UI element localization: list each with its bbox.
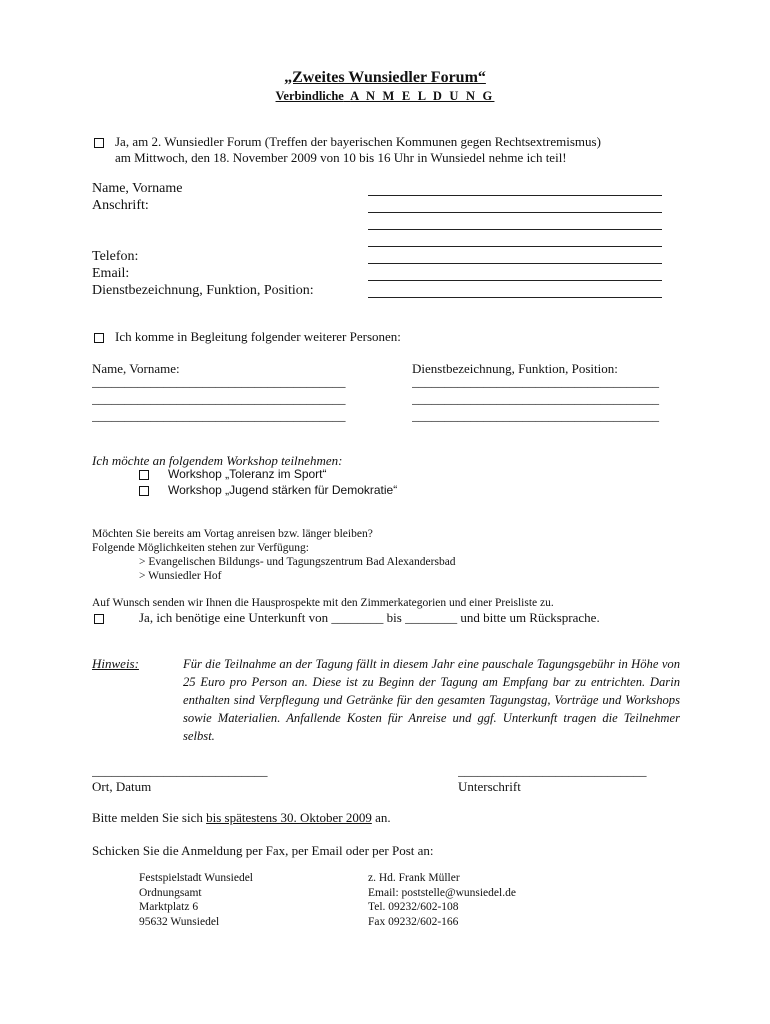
attendance-checkbox[interactable] — [94, 138, 104, 148]
place-date-label: Ort, Datum — [92, 779, 152, 794]
arrival-options-intro: Folgende Möglichkeiten stehen zur Verfügung: — [92, 542, 309, 554]
note-text: Für die Teilnahme an der Tagung fällt in diesem Jahr eine pauschale Tagungsgebühr in Höhe von 25 Euro pro Person an. Diese ist zu Beginn der Tagung am Empfang bar zu entrichten. Darin enthalten sind Verpflegung und Getränke für den gesamten Tagungstag, Vorträge und Workshops sowie Materialien. Anfallende Kosten für Anreise und ggf. Unterkunft tragen die Teilnehmer selbst. — [183, 657, 680, 743]
position-field[interactable] — [368, 297, 662, 298]
contact-city: Festspielstadt Wunsiedel — [139, 872, 253, 884]
accommodation-request: Ja, ich benötige eine Unterkunft von ________ bis ________ und bitte um Rücksprache. — [139, 610, 600, 625]
phone-label: Telefon: — [92, 249, 139, 264]
contact-person: z. Hd. Frank Müller — [368, 872, 460, 884]
workshop-option-democracy: Workshop „Jugend stärken für Demokratie“ — [168, 483, 398, 497]
phone-field[interactable] — [368, 263, 662, 264]
arrival-option-alexandersbad: > Evangelischen Bildungs- und Tagungszentrum Bad Alexandersbad — [139, 556, 456, 568]
companion-name-header: Name, Vorname: — [92, 361, 180, 376]
attendance-text-line1: Ja, am 2. Wunsiedler Forum (Treffen der bayerischen Kommunen gegen Rechtsextremismus) — [115, 134, 601, 149]
workshop-checkbox-sport[interactable] — [139, 470, 149, 480]
contact-postal: 95632 Wunsiedel — [139, 916, 220, 928]
contact-street: Marktplatz 6 — [139, 901, 199, 913]
companion-position-header: Dienstbezeichnung, Funktion, Position: — [412, 361, 618, 376]
arrival-option-wunsiedler-hof: > Wunsiedler Hof — [139, 570, 222, 582]
workshop-heading: Ich möchte an folgendem Workshop teilnehmen: — [92, 453, 343, 468]
contact-phone: Tel. 09232/602-108 — [368, 901, 459, 913]
place-date-field[interactable]: ___________________________ — [92, 763, 268, 778]
position-label: Dienstbezeichnung, Funktion, Position: — [92, 283, 314, 298]
form-subtitle — [0, 89, 770, 104]
form-title: „Zweites Wunsiedler Forum“ — [284, 69, 486, 86]
contact-fax: Fax 09232/602-166 — [368, 916, 459, 928]
accommodation-info: Auf Wunsch senden wir Ihnen die Hausprospekte mit den Zimmerkategorien und einer Preisliste zu. — [92, 597, 554, 609]
companion-position-field-3[interactable]: ______________________________________ — [412, 408, 659, 423]
signature-field[interactable]: _____________________________ — [458, 763, 647, 778]
signature-label: Unterschrift — [458, 779, 521, 794]
deadline-date: bis spätestens 30. Oktober 2009 — [206, 810, 372, 825]
address-field-2[interactable] — [368, 229, 662, 230]
subtitle-registration: A N M E L D U N G — [350, 89, 495, 103]
deadline-suffix: an. — [371, 810, 391, 825]
contact-email: Email: poststelle@wunsiedel.de — [368, 887, 516, 899]
attendance-text-line2: am Mittwoch, den 18. November 2009 von 10 bis 16 Uhr in Wunsiedel nehme ich teil! — [115, 150, 567, 165]
companions-checkbox[interactable] — [94, 333, 104, 343]
subtitle-prefix: Verbindliche — [275, 89, 344, 103]
deadline-text — [92, 810, 391, 826]
companion-name-field-1[interactable]: _______________________________________ — [92, 374, 346, 389]
note-label: Hinweis: — [92, 656, 139, 671]
workshop-checkbox-democracy[interactable] — [139, 486, 149, 496]
email-label: Email: — [92, 266, 130, 281]
deadline-prefix: Bitte melden Sie sich — [92, 810, 207, 825]
companion-name-field-2[interactable]: _______________________________________ — [92, 391, 346, 406]
companion-position-field-2[interactable]: ______________________________________ — [412, 391, 659, 406]
accommodation-checkbox[interactable] — [94, 614, 104, 624]
address-label: Anschrift: — [92, 198, 149, 213]
name-field[interactable] — [368, 195, 662, 196]
email-field[interactable] — [368, 280, 662, 281]
send-instructions: Schicken Sie die Anmeldung per Fax, per Email oder per Post an: — [92, 843, 434, 858]
name-label: Name, Vorname — [92, 181, 183, 196]
companion-name-field-3[interactable]: _______________________________________ — [92, 408, 346, 423]
workshop-option-sport: Workshop „Toleranz im Sport“ — [168, 467, 327, 481]
address-field-3[interactable] — [368, 246, 662, 247]
companion-position-field-1[interactable]: ______________________________________ — [412, 374, 659, 389]
contact-office: Ordnungsamt — [139, 887, 202, 899]
companions-label: Ich komme in Begleitung folgender weiterer Personen: — [115, 329, 401, 344]
address-field-1[interactable] — [368, 212, 662, 213]
arrival-question: Möchten Sie bereits am Vortag anreisen bzw. länger bleiben? — [92, 528, 373, 540]
